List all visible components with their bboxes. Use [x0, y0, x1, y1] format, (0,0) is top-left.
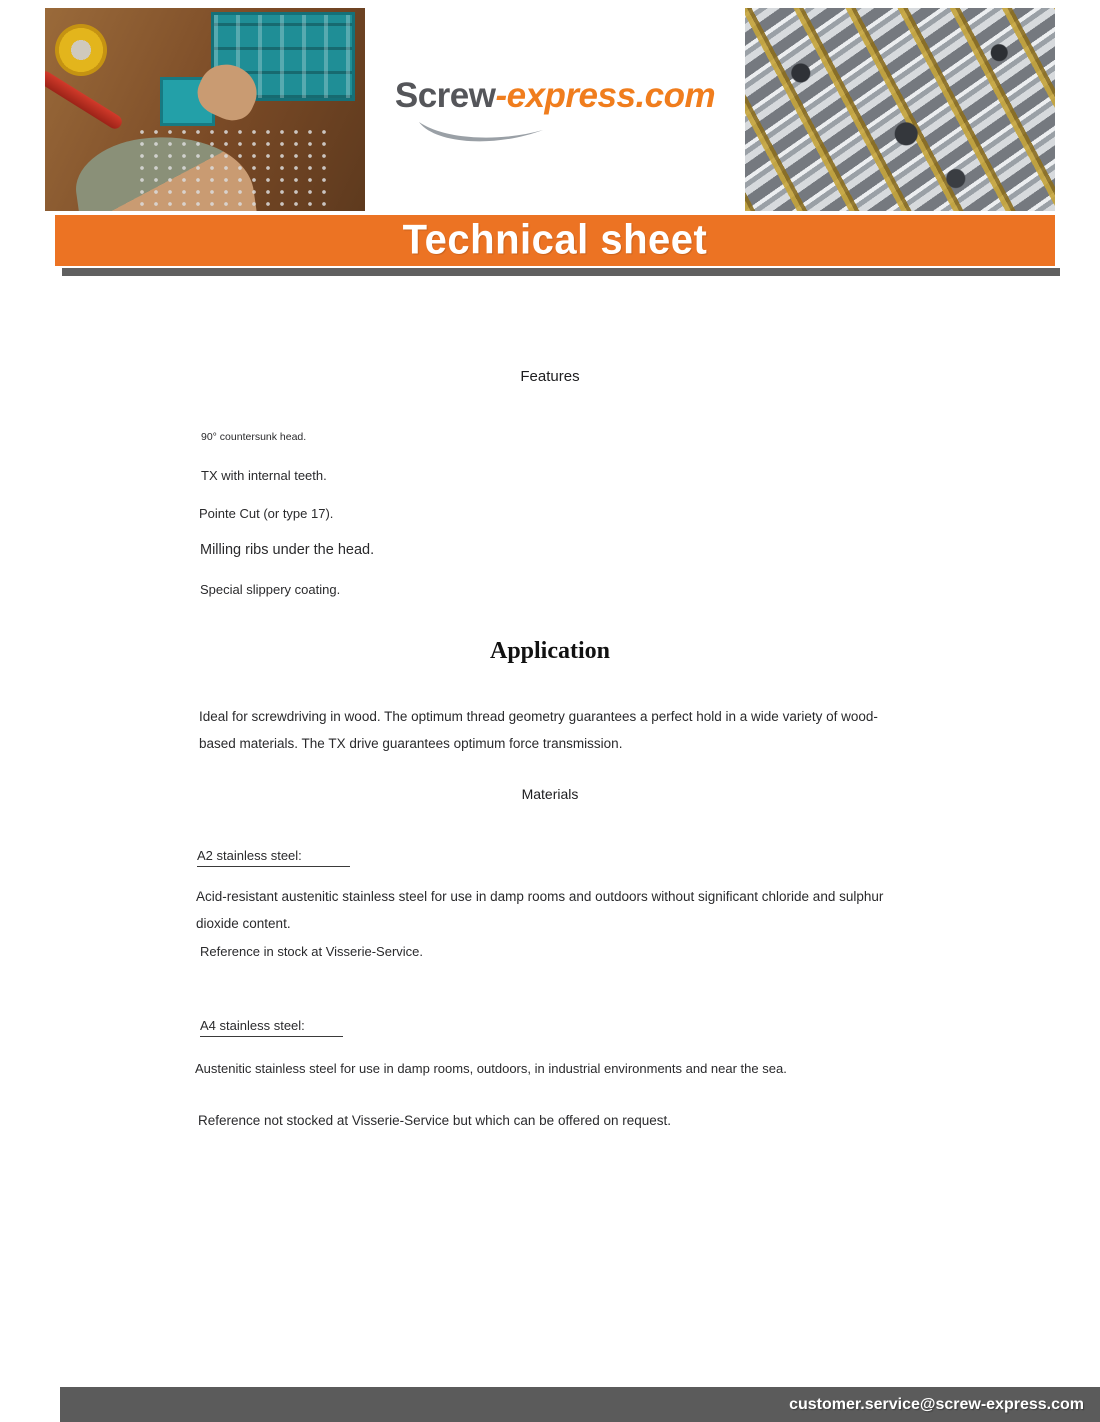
banner-title: Technical sheet: [402, 216, 708, 264]
screws-pile-photo: [745, 8, 1055, 211]
materials-title: Materials: [521, 786, 579, 802]
brand-logo-text: [395, 76, 715, 116]
measuring-tape-shape: [55, 24, 107, 76]
scattered-screws-shape: [135, 126, 327, 207]
workbench-photo: [45, 8, 365, 211]
a2-steel-note: Reference in stock at Visserie-Service.: [200, 944, 424, 959]
feature-item: Pointe Cut (or type 17).: [199, 506, 334, 521]
feature-item: TX with internal teeth.: [201, 468, 327, 483]
features-title: Features: [520, 368, 580, 385]
brand-logo-secondary: -express.com: [495, 75, 716, 115]
application-title: Application: [489, 638, 611, 664]
a4-steel-description: Austenitic stainless steel for use in damp rooms, outdoors, in industrial environments and near the sea.: [195, 1061, 787, 1076]
brand-logo-primary: Screw: [394, 75, 496, 115]
header-divider: [62, 268, 1060, 276]
screwdriver-shape: [45, 69, 125, 132]
a2-steel-label: A2 stainless steel:: [197, 848, 350, 867]
feature-item: Milling ribs under the head.: [200, 542, 375, 558]
application-body: Ideal for screwdriving in wood. The optimum thread geometry guarantees a perfect hold in a wide variety of wood-based materials. The TX drive guarantees optimum force transmission.: [199, 709, 878, 751]
logo-swoosh-icon: [415, 118, 545, 144]
feature-item: Special slippery coating.: [200, 582, 341, 597]
footer-email: customer.service@screw-express.com: [789, 1395, 1084, 1413]
a2-steel-description: Acid-resistant austenitic stainless steel for use in damp rooms and outdoors without significant chloride and sulphur dioxide content.: [196, 889, 884, 931]
feature-item: 90° countersunk head.: [201, 431, 307, 443]
a4-steel-note: Reference not stocked at Visserie-Service but which can be offered on request.: [198, 1113, 672, 1128]
banner: [55, 215, 1055, 266]
brand-logo: [365, 8, 745, 211]
a4-steel-label: A4 stainless steel:: [200, 1018, 343, 1037]
footer-bar: [60, 1387, 1100, 1422]
